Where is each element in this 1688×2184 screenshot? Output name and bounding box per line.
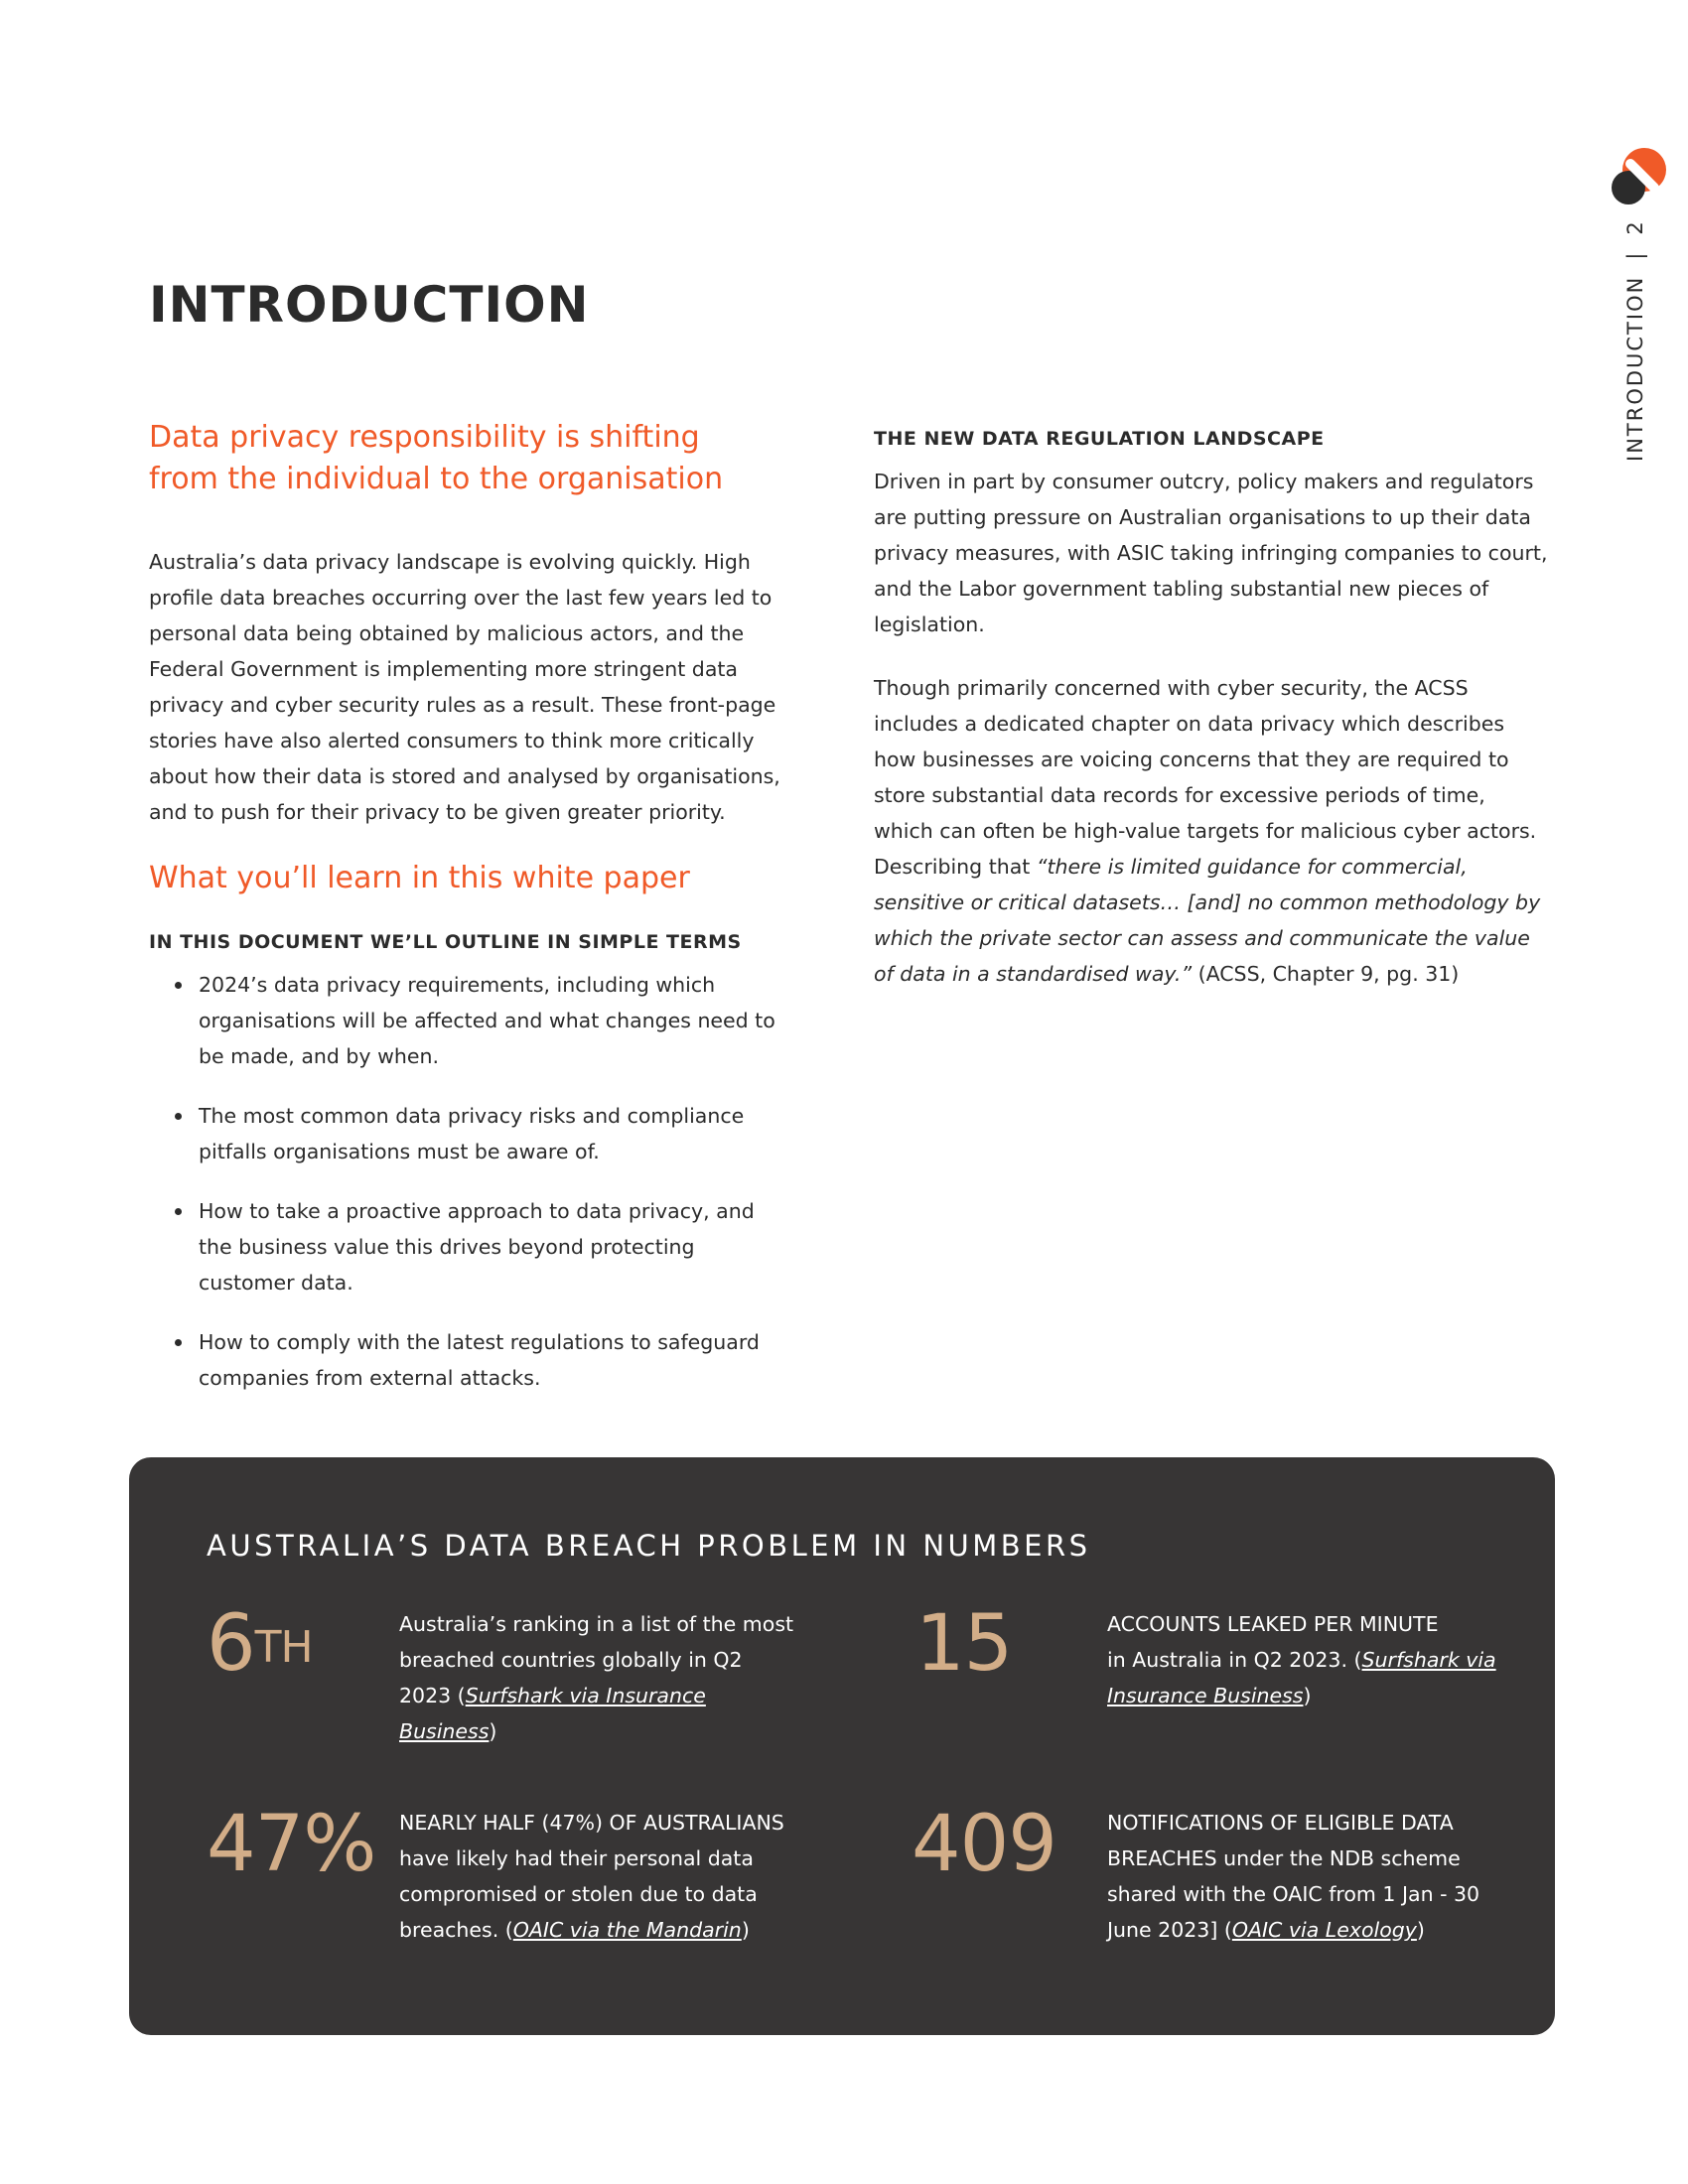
stat-close: ) [1416,1918,1425,1942]
regulation-subheading: THE NEW DATA REGULATION LANDSCAPE [874,428,1325,450]
source-link[interactable]: OAIC via Lexology [1231,1918,1417,1942]
source-link[interactable]: Surfshark via Insurance Business [1107,1648,1496,1707]
acss-citation: (ACSS, Chapter 9, pg. 31) [1192,962,1460,986]
stat-body: Australia’s ranking in a list of the most breached countries globally in Q2 2023 ( [399,1612,794,1707]
stat-text-percent [399,1805,816,1948]
bullet-text: 2024’s data privacy requirements, including which organisations will be affected and what changes need to be made, and by when. [199,973,775,1068]
left-heading-learn: What you’ll learn in this white paper [149,861,690,895]
bullet-text: How to take a proactive approach to data privacy, and the business value this drives beyond protecting customer data. [199,1199,755,1295]
stat-body: have likely had their personal data compromised or stolen due to data breaches. ( [399,1846,758,1942]
side-section-label [1623,219,1647,462]
stat-text-notifications [1107,1805,1494,1948]
bullet-icon [175,982,182,989]
acss-quote: “there is limited guidance for commercial, sensitive or critical datasets… [and] no common methodology by which the private sector can assess and communicate the value of data in a standardised way.” [874,855,1541,986]
left-heading-line-1: Data privacy responsibility is shifting [149,420,700,455]
bullet-text: How to comply with the latest regulations to safeguard companies from external attacks. [199,1330,760,1390]
source-link[interactable]: OAIC via the Mandarin [512,1918,742,1942]
intro-paragraph: Australia’s data privacy landscape is evolving quickly. High profile data breaches occurring over the last few years led to personal data being obtained by malicious actors, and the Federal Government is implementing more stringent data privacy and cyber security rules as a result. These front-page stories have also alerted consumers to think more critically about how their data is stored and analysed by organisations, and to push for their privacy to be given greater priority. [149,550,780,824]
stat-headline: NOTIFICATIONS OF ELIGIBLE DATA BREACHES [1107,1811,1454,1870]
side-separator: | [1623,250,1647,260]
stat-body: under the NDB scheme shared with the OAIC from 1 Jan - 30 June 2023] ( [1107,1846,1480,1942]
stats-title: AUSTRALIA’S DATA BREACH PROBLEM IN NUMBERS [207,1529,1091,1563]
list-item [149,1098,784,1169]
stat-number-notifications: 409 [912,1800,1056,1889]
paragraph-2-text: Though primarily concerned with cyber security, the ACSS includes a dedicated chapter on data privacy which describes how businesses are voicing concerns that they are required to store substantial data records for excessive periods of time, which can often be high-value targets for malicious cyber actors. Describing that [874,676,1537,879]
stat-number-value: 6 [207,1599,255,1689]
bullet-icon [175,1113,182,1120]
bullet-text: The most common data privacy risks and compliance pitfalls organisations must be aware of. [199,1104,745,1163]
stat-headline: ACCOUNTS LEAKED PER MINUTE [1107,1612,1439,1636]
bullet-icon [175,1339,182,1346]
list-item [149,1324,784,1396]
stats-panel [129,1457,1555,2035]
stat-close: ) [741,1918,750,1942]
regulation-paragraph-2 [874,670,1549,992]
brand-logo-icon [1609,144,1670,209]
stat-close: ) [1303,1684,1312,1707]
left-heading-shifting [149,417,814,500]
stat-text-accounts [1107,1606,1504,1713]
bullet-icon [175,1208,182,1215]
stat-headline: NEARLY HALF (47%) OF AUSTRALIANS [399,1811,784,1835]
stat-body: in Australia in Q2 2023. ( [1107,1648,1362,1672]
outline-list [149,967,814,1396]
outline-subheading: IN THIS DOCUMENT WE’LL OUTLINE IN SIMPLE TERMS [149,931,742,953]
left-column [149,417,814,1420]
regulation-paragraph-1: Driven in part by consumer outcry, policy makers and regulators are putting pressure on Australian organisations to up their data privacy measures, with ASIC taking infringing companies to court, and the Labor government tabling substantial new pieces of legislation. [874,470,1548,636]
page-title: INTRODUCTION [149,276,590,334]
page-number: 2 [1623,219,1647,235]
stat-text-ranking [399,1606,796,1749]
stat-number-accounts: 15 [915,1599,1013,1689]
stat-number-suffix: TH [254,1622,313,1673]
right-column [874,424,1549,992]
stat-close: ) [489,1719,497,1743]
stat-number-ranking [207,1599,313,1689]
list-item [149,967,784,1074]
left-heading-line-2: from the individual to the organisation [149,462,724,496]
side-section-title: INTRODUCTION [1623,275,1647,462]
stat-number-percent: 47% [207,1800,376,1889]
list-item [149,1193,784,1300]
source-link[interactable]: Surfshark via Insurance Business [399,1684,706,1743]
